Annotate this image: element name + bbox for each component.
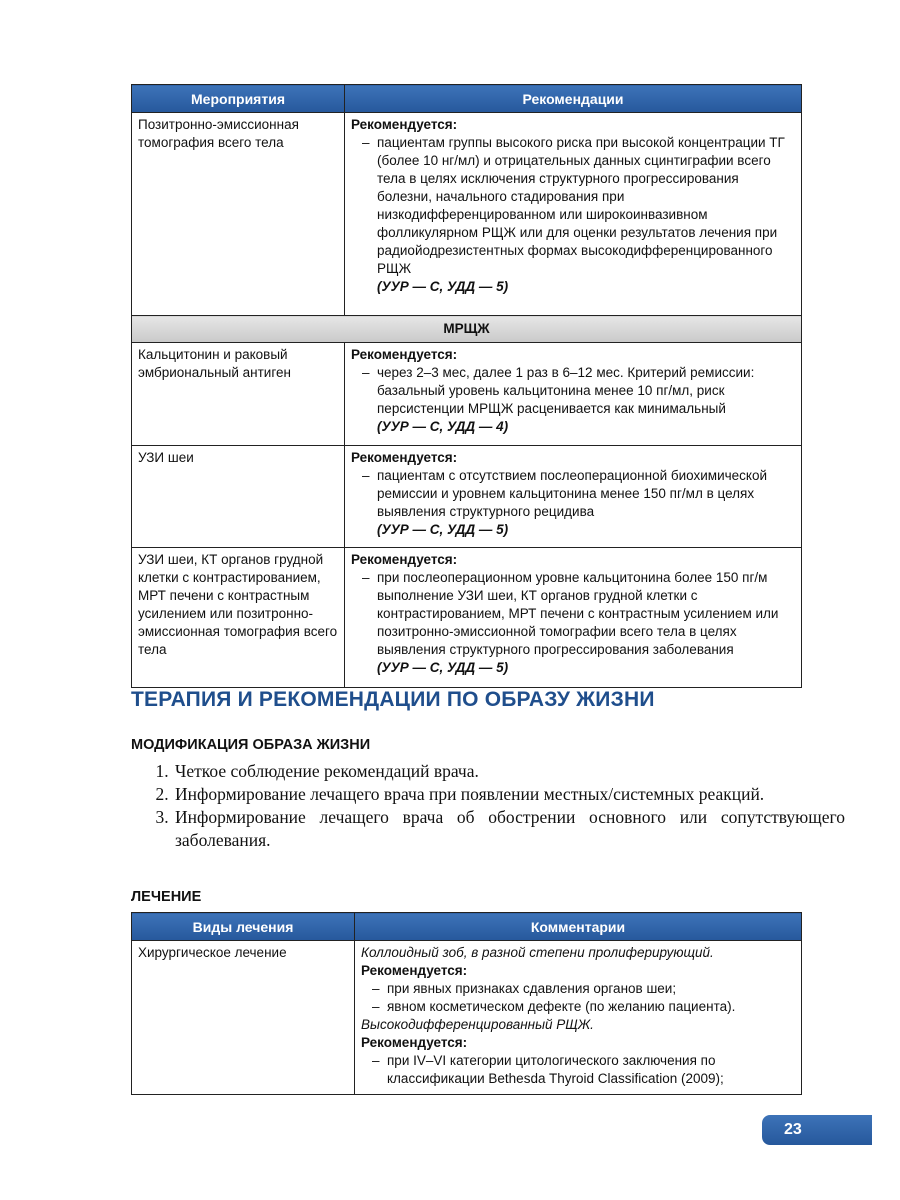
list-item: 1. Четкое соблюдение рекомендаций врача. <box>173 760 845 783</box>
table-row <box>132 941 802 1095</box>
measure-cell: УЗИ шеи, КТ органов грудной клетки с контрастированием, МРТ печени с контрастным усилением или позитронно-эмиссионная томография всего тела <box>132 548 345 688</box>
recommended-label: Рекомендуется: <box>351 117 458 132</box>
recommendation-item <box>351 569 796 659</box>
diagnosis-text: Высокодифференцированный РЩЖ. <box>361 1017 594 1032</box>
section-row <box>132 316 802 343</box>
dash-bullet: – <box>362 468 370 483</box>
dash-bullet: – <box>362 365 370 380</box>
recommendation-text: при послеоперационном уровне кальцитонина более 150 пг/м выполнение УЗИ шеи, КТ органов грудной клетки с контрастированием, МРТ печени с контрастным усилением или позитронно-эмиссионной томографии всего тела в целях выявления структурного прогрессирования заболевания <box>377 570 779 657</box>
evidence-grade: (УУР — С, УДД — 5) <box>377 522 509 537</box>
recommendation-item <box>361 980 796 998</box>
recommended-label: Рекомендуется: <box>361 963 468 978</box>
table-row <box>132 446 802 548</box>
recommendation-text: при явных признаках сдавления органов шеи; <box>387 981 677 996</box>
table-header-row <box>132 85 802 113</box>
recommendation-text: через 2–3 мес, далее 1 раз в 6–12 мес. Критерий ремиссии: базальный уровень кальцитонина менее 10 пг/мл, риск персистенции МРЩЖ расценивается как минимальный <box>377 365 755 416</box>
column-header-measures: Мероприятия <box>132 85 345 113</box>
list-item: 3. Информирование лечащего врача об обострении основного или сопутствующего заболевания. <box>173 806 845 852</box>
evidence-grade: (УУР — С, УДД — 5) <box>377 279 509 294</box>
comment-cell <box>355 941 802 1095</box>
diagnosis-text: Коллоидный зоб, в разной степени пролиферирующий. <box>361 945 714 960</box>
recommended-label: Рекомендуется: <box>351 552 458 567</box>
table-row <box>132 343 802 446</box>
measure-cell: Позитронно-эмиссионная томография всего тела <box>132 113 345 316</box>
treatment-type-cell: Хирургическое лечение <box>132 941 355 1095</box>
recommended-label: Рекомендуется: <box>351 450 458 465</box>
recommendation-item <box>351 364 796 418</box>
table-row <box>132 548 802 688</box>
recommendation-item <box>351 134 796 278</box>
recommended-label: Рекомендуется: <box>351 347 458 362</box>
recommendation-item <box>351 467 796 521</box>
monitoring-table <box>131 84 802 688</box>
dash-bullet: – <box>372 981 380 996</box>
table-header-row <box>132 913 802 941</box>
column-header-treatment-types: Виды лечения <box>132 913 355 941</box>
evidence-grade: (УУР — С, УДД — 4) <box>377 419 509 434</box>
section-title: ТЕРАПИЯ И РЕКОМЕНДАЦИИ ПО ОБРАЗУ ЖИЗНИ <box>131 688 655 711</box>
recommendation-item <box>361 1052 796 1088</box>
list-item: 2. Информирование лечащего врача при появлении местных/системных реакций. <box>173 783 845 806</box>
page-number: 23 <box>762 1115 872 1145</box>
lifestyle-list <box>131 760 845 852</box>
recommendation-item <box>361 998 796 1016</box>
table-row <box>132 113 802 316</box>
lifestyle-heading: МОДИФИКАЦИЯ ОБРАЗА ЖИЗНИ <box>131 737 371 753</box>
treatment-table <box>131 912 802 1095</box>
column-header-recommendations: Рекомендации <box>345 85 802 113</box>
recommended-label: Рекомендуется: <box>361 1035 468 1050</box>
dash-bullet: – <box>362 570 370 585</box>
measure-cell: Кальцитонин и раковый эмбриональный антиген <box>132 343 345 446</box>
recommendation-cell <box>345 446 802 548</box>
dash-bullet: – <box>362 135 370 150</box>
dash-bullet: – <box>372 1053 380 1068</box>
measure-cell: УЗИ шеи <box>132 446 345 548</box>
dash-bullet: – <box>372 999 380 1014</box>
column-header-comments: Комментарии <box>355 913 802 941</box>
recommendation-cell <box>345 343 802 446</box>
recommendation-cell <box>345 113 802 316</box>
recommendation-text: при IV–VI категории цитологического заключения по классификации Bethesda Thyroid Classification (2009); <box>387 1053 724 1086</box>
recommendation-text: явном косметическом дефекте (по желанию пациента). <box>387 999 736 1014</box>
recommendation-text: пациентам группы высокого риска при высокой концентрации ТГ (более 10 нг/мл) и отрицательных данных сцинтиграфии всего тела в целях исключения структурного прогрессирования болезни, начального стадирования при низкодифференцированном или широкоинвазивном фолликулярном РЩЖ или для оценки результатов лечения при радиойодрезистентных формах высокодифференцированного РЩЖ <box>377 135 785 276</box>
section-label-mtc: МРЩЖ <box>132 316 802 343</box>
recommendation-cell <box>345 548 802 688</box>
recommendation-text: пациентам с отсутствием послеоперационной биохимической ремиссии и уровнем кальцитонина менее 150 пг/мл в целях выявления структурного рецидива <box>377 468 768 519</box>
treatment-heading: ЛЕЧЕНИЕ <box>131 889 202 905</box>
evidence-grade: (УУР — С, УДД — 5) <box>377 660 509 675</box>
